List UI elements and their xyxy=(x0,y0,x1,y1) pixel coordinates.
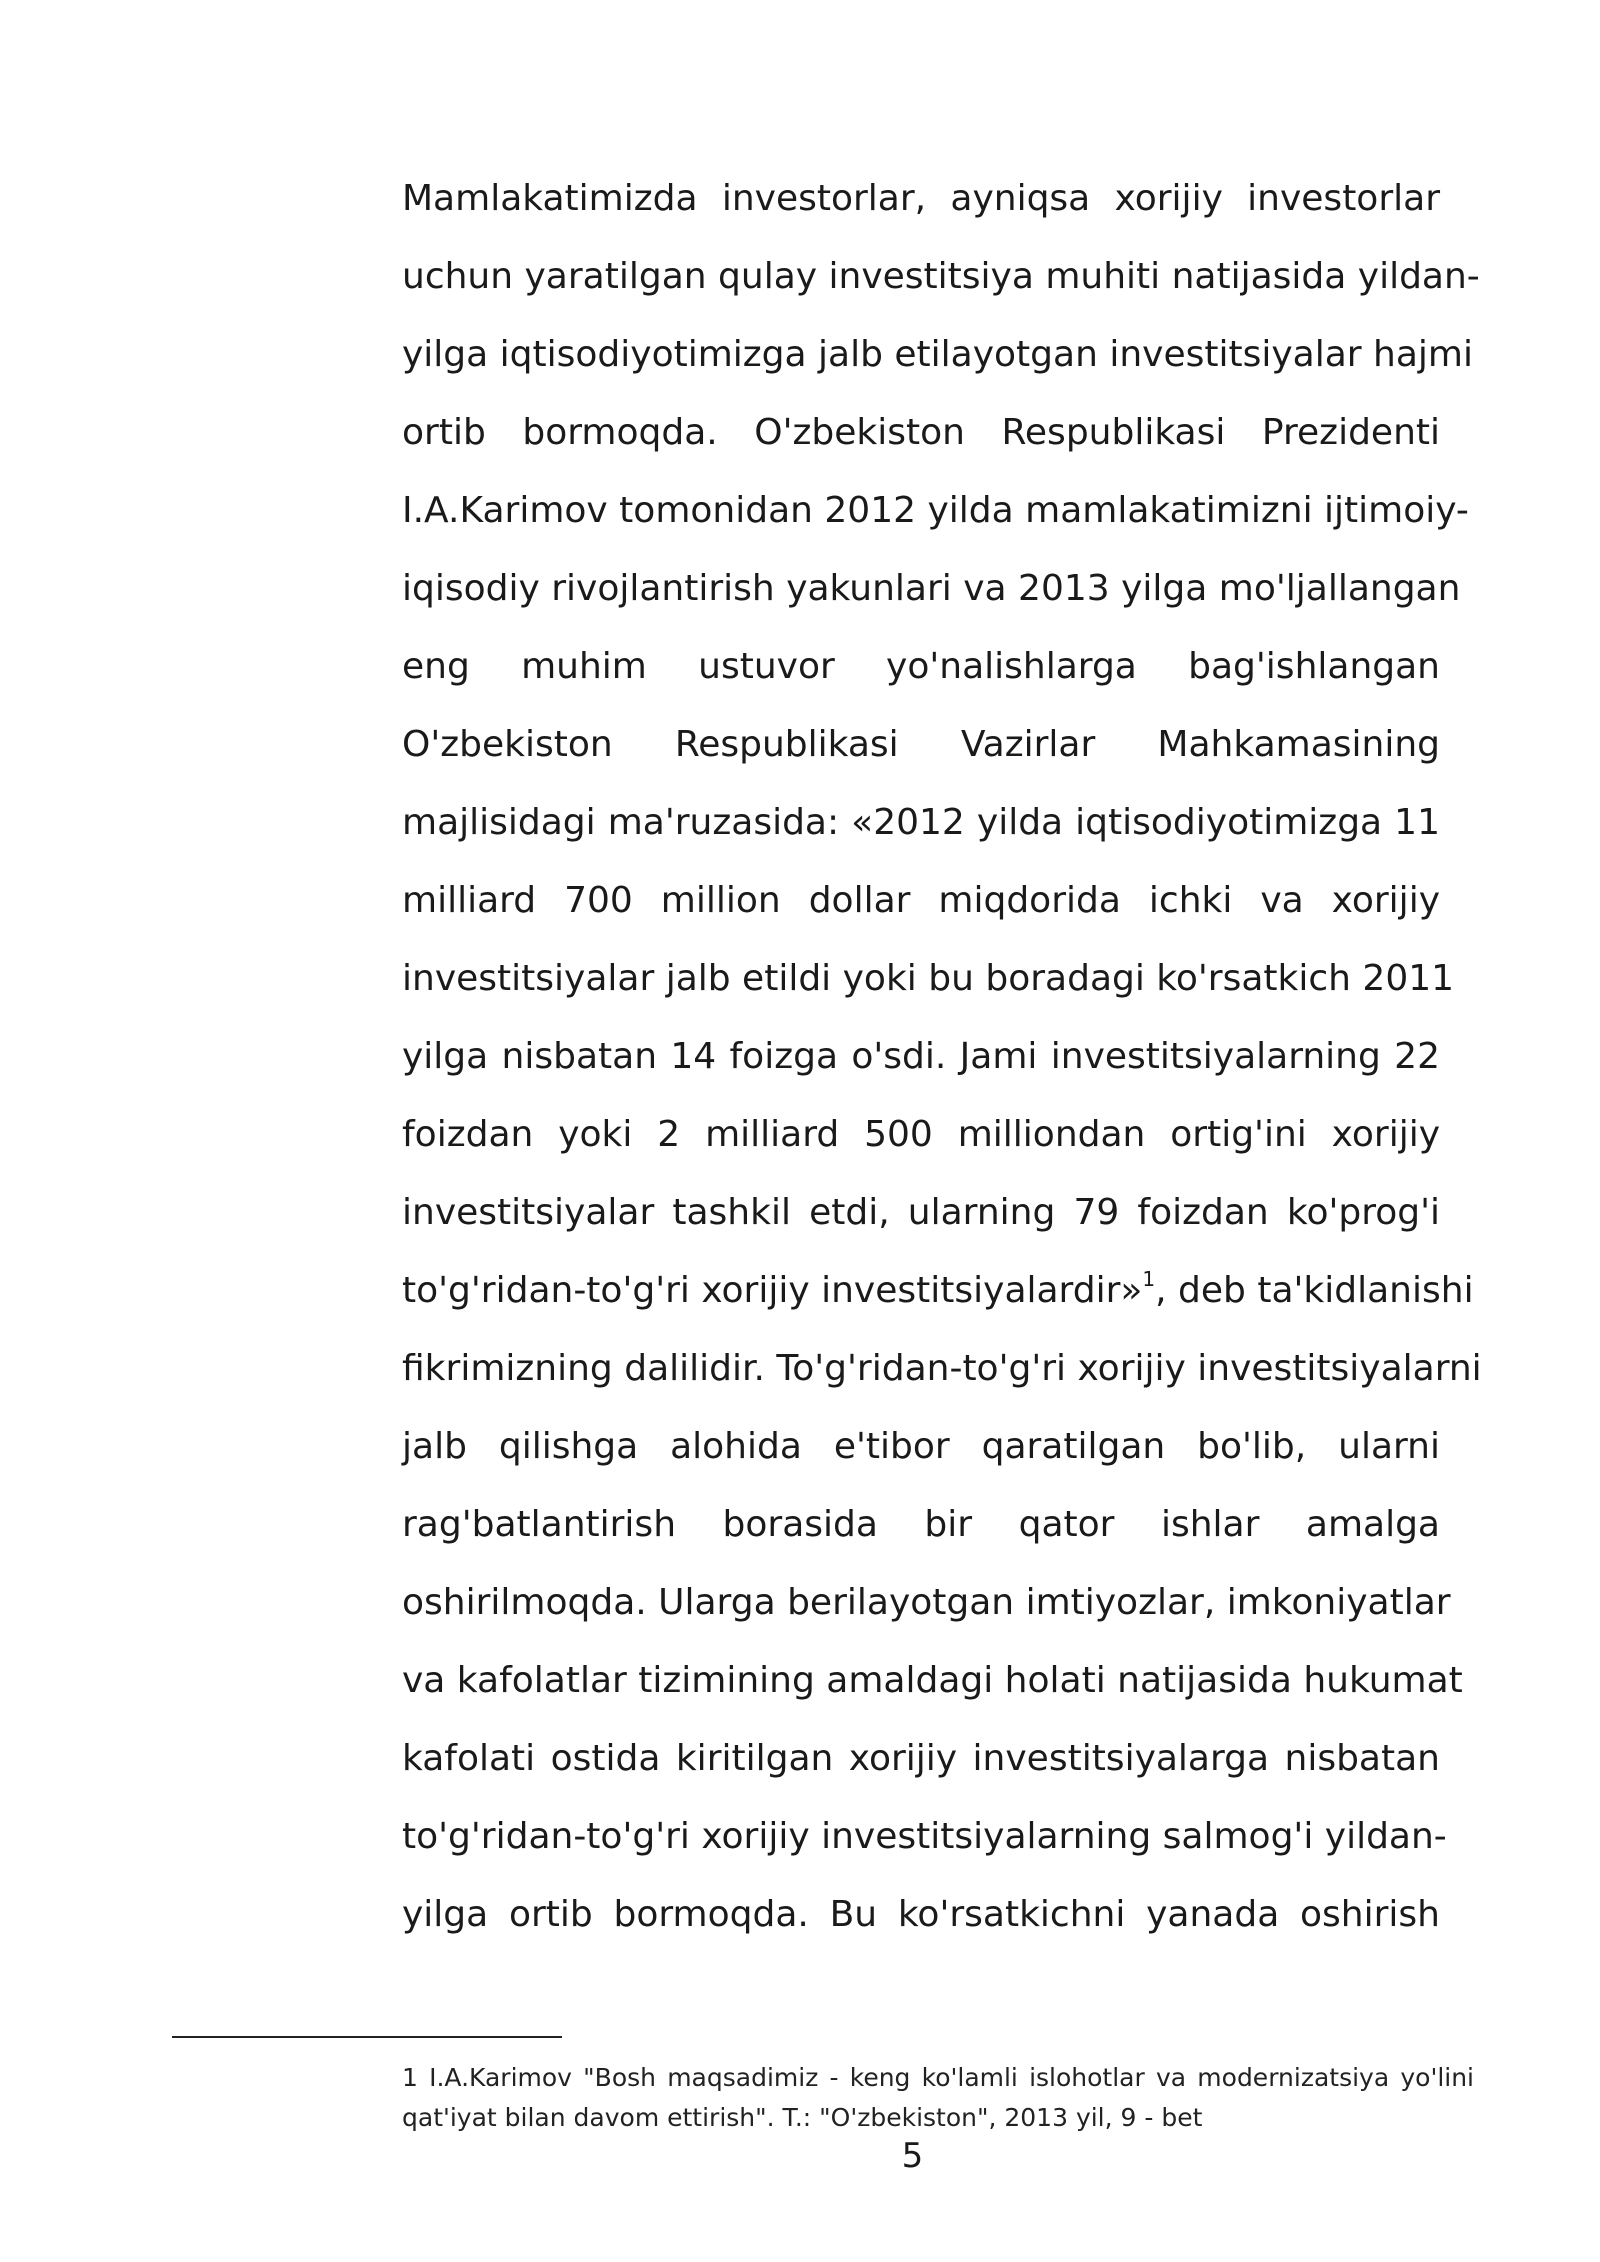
text-line: yilga ortib bormoqda. Bu ko'rsatkichni yanada oshirish xyxy=(402,1894,1440,1935)
footnote-line: 1 I.A.Karimov "Bosh maqsadimiz - keng ko'lamli islohotlar va modernizatsiya yo'lini xyxy=(402,2063,1474,2092)
page-number: 5 xyxy=(901,2136,924,2176)
footnote-separator xyxy=(172,2036,562,2038)
text-line: Mamlakatimizda investorlar, ayniqsa xorijiy investorlar xyxy=(402,178,1440,219)
text-line: majlisidagi ma'ruzasida: «2012 yilda iqtisodiyotimizga 11 xyxy=(402,802,1440,843)
text-line: iqisodiy rivojlantirish yakunlari va 2013 yilga mo'ljallangan xyxy=(402,568,1461,609)
text-line: kafolati ostida kiritilgan xorijiy investitsiyalarga nisbatan xyxy=(402,1738,1440,1779)
text-line: jalb qilishga alohida e'tibor qaratilgan bo'lib, ularni xyxy=(402,1426,1440,1467)
text-line: ortib bormoqda. O'zbekiston Respublikasi Prezidenti xyxy=(402,412,1440,453)
text-segment: , deb ta'kidlanishi xyxy=(1155,1270,1474,1311)
text-line: I.A.Karimov tomonidan 2012 yilda mamlakatimizni ijtimoiy- xyxy=(402,490,1469,531)
text-line: O'zbekiston Respublikasi Vazirlar Mahkamasining xyxy=(402,724,1440,765)
footnote-line: qat'iyat bilan davom ettirish". T.: "O'zbekiston", 2013 yil, 9 - bet xyxy=(402,2103,1203,2132)
text-line: rag'batlantirish borasida bir qator ishlar amalga xyxy=(402,1504,1440,1545)
text-line: foizdan yoki 2 milliard 500 milliondan ortig'ini xorijiy xyxy=(402,1114,1440,1155)
text-line: to'g'ridan-to'g'ri xorijiy investitsiyalarning salmog'i yildan- xyxy=(402,1816,1447,1857)
text-line: yilga iqtisodiyotimizga jalb etilayotgan investitsiyalar hajmi xyxy=(402,334,1473,375)
text-line: va kafolatlar tizimining amaldagi holati natijasida hukumat xyxy=(402,1660,1463,1701)
footnote xyxy=(402,2058,1474,2138)
text-line-with-footnote-ref xyxy=(402,1252,1474,1330)
text-line: milliard 700 million dollar miqdorida ichki va xorijiy xyxy=(402,880,1440,921)
body-paragraph xyxy=(402,160,1482,1954)
text-segment: to'g'ridan-to'g'ri xorijiy investitsiyalardir» xyxy=(402,1270,1143,1311)
footnote-reference[interactable]: 1 xyxy=(1142,1267,1156,1291)
text-line: investitsiyalar tashkil etdi, ularning 79 foizdan ko'prog'i xyxy=(402,1192,1440,1233)
text-line: yilga nisbatan 14 foizga o'sdi. Jami investitsiyalarning 22 xyxy=(402,1036,1440,1077)
text-line: investitsiyalar jalb etildi yoki bu boradagi ko'rsatkich 2011 xyxy=(402,958,1455,999)
text-line: eng muhim ustuvor yo'nalishlarga bag'ishlangan xyxy=(402,646,1440,687)
text-line: oshirilmoqda. Ularga berilayotgan imtiyozlar, imkoniyatlar xyxy=(402,1582,1451,1623)
text-line: uchun yaratilgan qulay investitsiya muhiti natijasida yildan- xyxy=(402,256,1480,297)
text-line: fikrimizning dalilidir. To'g'ridan-to'g'ri xorijiy investitsiyalarni xyxy=(402,1348,1482,1389)
